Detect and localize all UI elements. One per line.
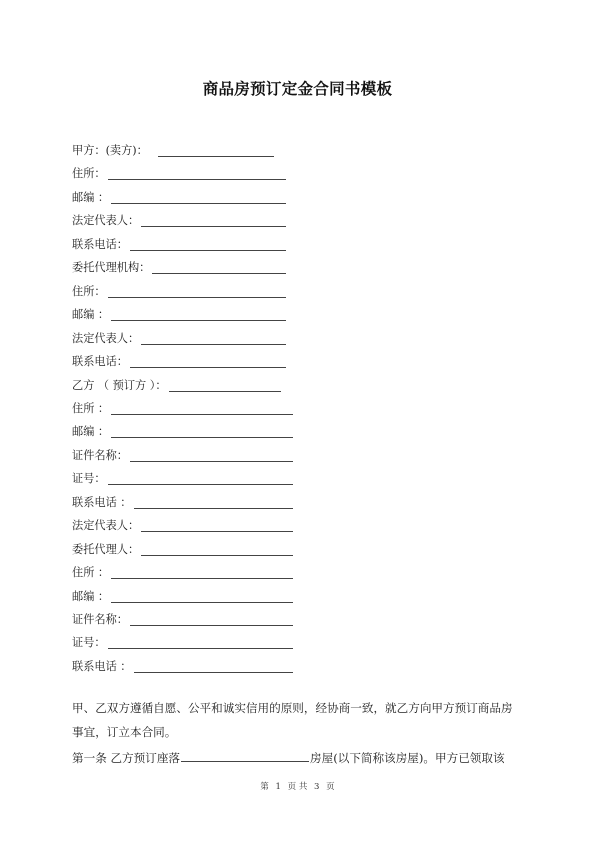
form-field-row bbox=[72, 190, 109, 206]
form-field-row bbox=[72, 166, 106, 182]
field-label: 住所 ： bbox=[72, 401, 110, 415]
form-field-row bbox=[72, 542, 139, 558]
article-1-suffix: 房屋(以下简称该房屋)。甲方已领取该 bbox=[310, 751, 505, 765]
fill-in-blank-line[interactable] bbox=[111, 320, 286, 321]
field-label: 甲方：(卖方)： bbox=[72, 144, 148, 157]
form-field-row bbox=[72, 237, 128, 253]
field-label: 联系电话 ： bbox=[72, 495, 132, 509]
fill-in-blank-line[interactable] bbox=[130, 250, 286, 251]
form-field-row bbox=[72, 518, 139, 534]
form-field-row bbox=[72, 331, 139, 347]
fill-in-blank-line[interactable] bbox=[130, 367, 286, 368]
fill-in-blank-line[interactable] bbox=[134, 672, 294, 673]
form-field-row bbox=[72, 589, 109, 605]
article-1-line bbox=[72, 749, 505, 766]
field-label: 住所： bbox=[72, 284, 106, 298]
field-label: 法定代表人： bbox=[72, 519, 140, 533]
footer-page-total: 3 bbox=[314, 782, 320, 792]
fill-in-blank-line[interactable] bbox=[169, 391, 281, 392]
fill-in-blank-line[interactable] bbox=[141, 555, 293, 556]
field-label: 法定代表人： bbox=[72, 331, 140, 345]
footer-page-end: 页 bbox=[326, 782, 335, 792]
article-1-prefix: 第一条 乙方预订座落 bbox=[72, 751, 181, 765]
intro-paragraph-line-2: 事宜，订立本合同。 bbox=[72, 725, 177, 739]
article-1-blank[interactable] bbox=[181, 749, 309, 762]
field-label: 委托代理人： bbox=[72, 542, 140, 556]
form-field-row bbox=[72, 354, 128, 370]
field-label: 邮编 ： bbox=[72, 425, 110, 439]
form-field-row bbox=[72, 143, 148, 159]
fill-in-blank-line[interactable] bbox=[158, 156, 274, 157]
fill-in-blank-line[interactable] bbox=[108, 648, 293, 649]
fill-in-blank-line[interactable] bbox=[108, 179, 286, 180]
fill-in-blank-line[interactable] bbox=[141, 226, 286, 227]
field-label: 住所 ： bbox=[72, 566, 110, 580]
fill-in-blank-line[interactable] bbox=[130, 625, 293, 626]
form-field-row bbox=[72, 635, 106, 651]
fill-in-blank-line[interactable] bbox=[108, 484, 293, 485]
field-label: 联系电话： bbox=[72, 237, 128, 251]
fill-in-blank-line[interactable] bbox=[111, 578, 293, 579]
intro-paragraph-line-1: 甲、乙双方遵循自愿、公平和诚实信用的原则，经协商一致，就乙方向甲方预订商品房 bbox=[72, 701, 513, 715]
footer-page-label: 第 bbox=[260, 782, 269, 792]
page-footer bbox=[0, 780, 595, 792]
fill-in-blank-line[interactable] bbox=[134, 508, 294, 509]
form-field-row bbox=[72, 284, 106, 300]
field-label: 邮编 ： bbox=[72, 308, 110, 322]
document-title: 商品房预订定金合同书模板 bbox=[202, 80, 393, 98]
form-field-row bbox=[72, 307, 109, 323]
form-field-row bbox=[72, 424, 109, 440]
field-label: 邮编 ： bbox=[72, 589, 110, 603]
fill-in-blank-line[interactable] bbox=[108, 297, 286, 298]
field-label: 邮编 ： bbox=[72, 190, 110, 204]
field-label: 证件名称： bbox=[72, 613, 128, 626]
form-field-row bbox=[72, 471, 106, 487]
field-label: 委托代理机构： bbox=[72, 261, 151, 275]
form-field-row bbox=[72, 260, 150, 276]
fill-in-blank-line[interactable] bbox=[141, 531, 293, 532]
field-label: 证号： bbox=[72, 636, 106, 650]
field-label: 证号： bbox=[72, 472, 106, 486]
field-label: 住所： bbox=[72, 167, 106, 181]
fill-in-blank-line[interactable] bbox=[141, 344, 286, 345]
footer-page-num: 1 bbox=[275, 782, 281, 792]
form-field-row bbox=[72, 448, 128, 464]
form-field-row bbox=[72, 495, 132, 511]
fill-in-blank-line[interactable] bbox=[111, 437, 293, 438]
form-field-row bbox=[72, 612, 128, 628]
fill-in-blank-line[interactable] bbox=[111, 203, 286, 204]
fill-in-blank-line[interactable] bbox=[130, 461, 293, 462]
field-label: 联系电话 ： bbox=[72, 659, 132, 673]
field-label: 法定代表人： bbox=[72, 214, 140, 228]
form-field-row bbox=[72, 378, 167, 394]
field-label: 证件名称： bbox=[72, 448, 128, 462]
field-label: 联系电话： bbox=[72, 355, 128, 369]
form-field-row bbox=[72, 401, 109, 417]
field-label: 乙方 （ 预订方 ）： bbox=[72, 378, 167, 392]
fill-in-blank-line[interactable] bbox=[111, 602, 293, 603]
form-field-row bbox=[72, 213, 139, 229]
fill-in-blank-line[interactable] bbox=[111, 414, 293, 415]
fill-in-blank-line[interactable] bbox=[152, 273, 286, 274]
form-field-row bbox=[72, 565, 109, 581]
footer-page-mid: 页 共 bbox=[287, 782, 308, 792]
form-field-row bbox=[72, 659, 132, 675]
